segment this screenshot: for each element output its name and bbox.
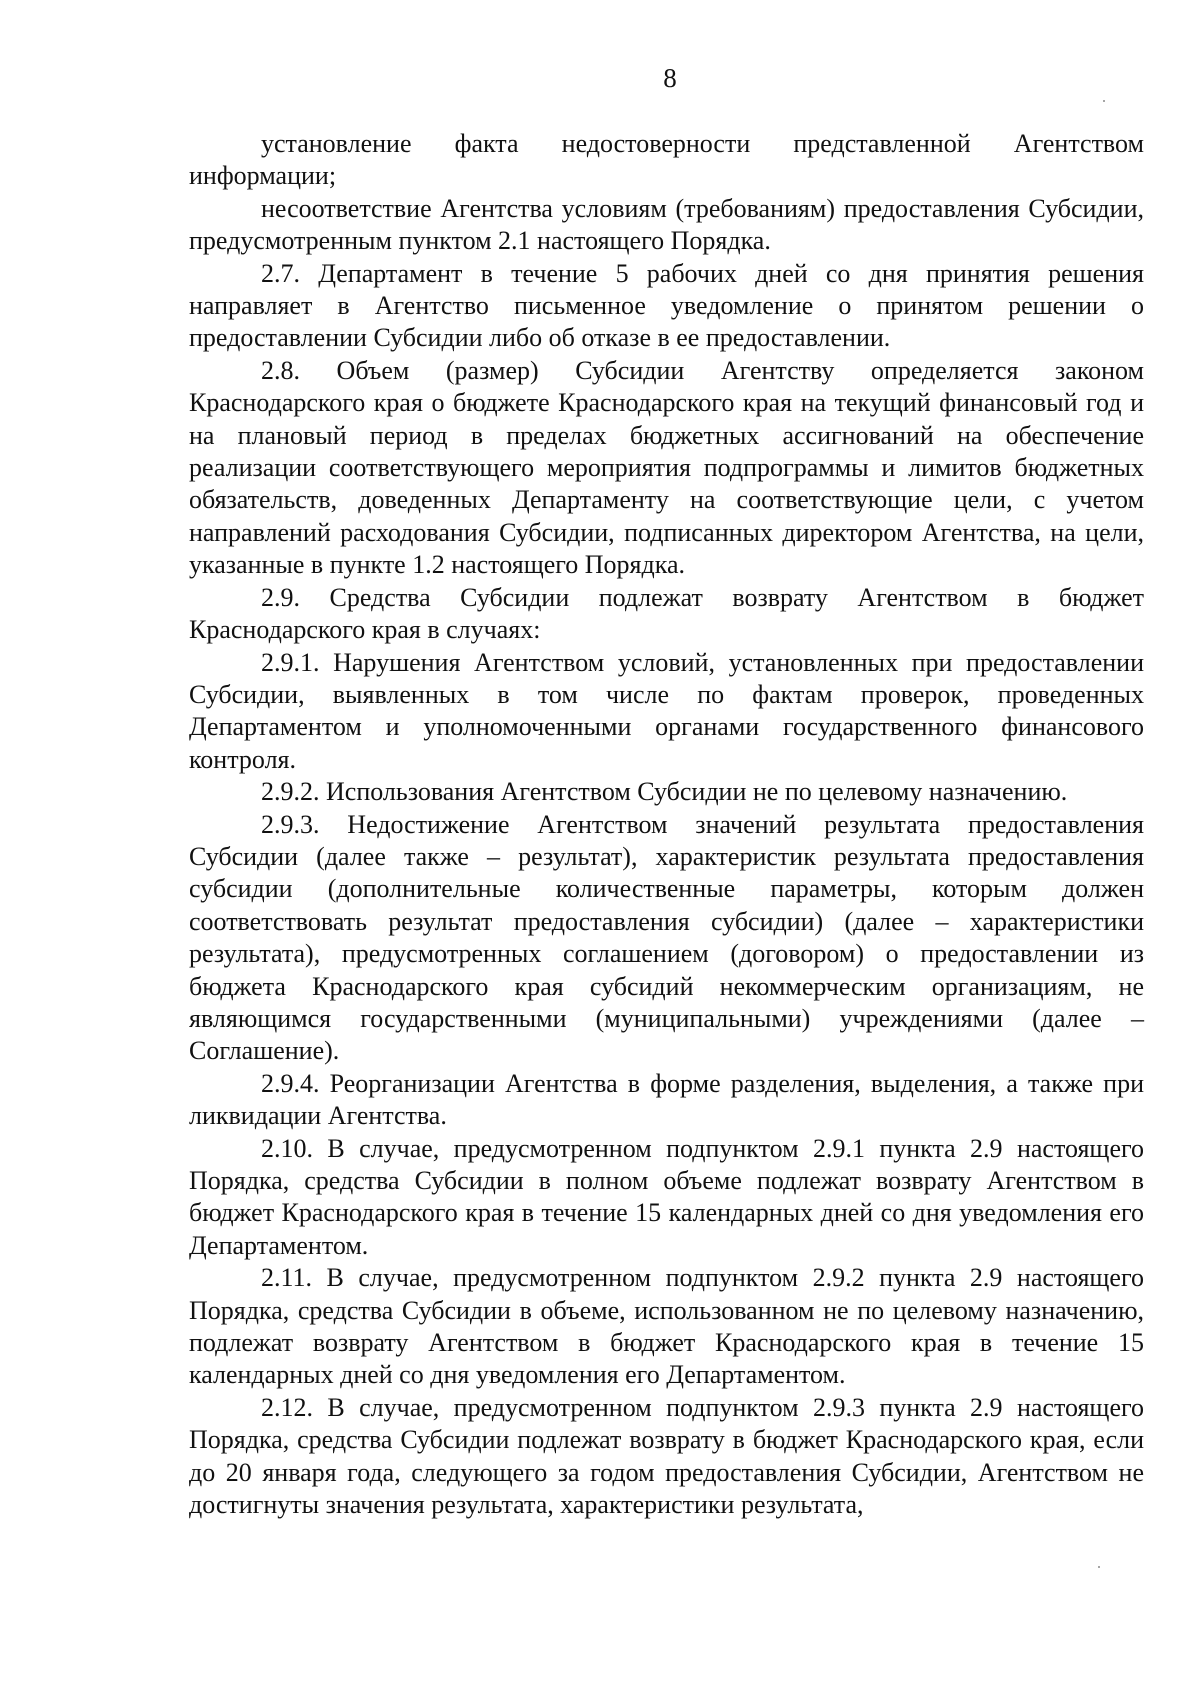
paragraph-2-9-4: 2.9.4. Реорганизации Агентства в форме разделения, выделения, а также при ликвидации Агентства.: [189, 1068, 1144, 1131]
paragraph-2-11: 2.11. В случае, предусмотренном подпунктом 2.9.2 пункта 2.9 настоящего Порядка, средства Субсидии в объеме, использованном не по целевому назначению, подлежат возврату Агентством в бюджет Краснодарского края в течение 15 календарных дней со дня уведомления его Департаментом.: [189, 1263, 1144, 1390]
scan-speck: [1103, 100, 1105, 102]
paragraph: установление факта недостоверности представленной Агентством информации;: [189, 129, 1144, 191]
paragraph-2-8: 2.8. Объем (размер) Субсидии Агентству определяется законом Краснодарского края о бюджете Краснодарского края на текущий финансовый год и на плановый период в пределах бюджетных ассигнований на обеспечение реализации соответствующего мероприятия подпрограммы и лимитов бюджетных обязательств, доведенных Департаменту на соответствующие цели, с учетом направлений расходования Субсидии, подписанных директором Агентства, на цели, указанные в пункте 1.2 настоящего Порядка.: [189, 355, 1144, 580]
paragraph-2-10: 2.10. В случае, предусмотренном подпунктом 2.9.1 пункта 2.9 настоящего Порядка, средства Субсидии в полном объеме подлежат возврату Агентством в бюджет Краснодарского края в течение 15 календарных дней со дня уведомления его Департаментом.: [189, 1133, 1144, 1260]
paragraph-2-7: 2.7. Департамент в течение 5 рабочих дней со дня принятия решения направляет в Агентство письменное уведомление о принятом решении о предоставлении Субсидии либо об отказе в ее предоставлении.: [189, 258, 1144, 353]
paragraph-2-12: 2.12. В случае, предусмотренном подпунктом 2.9.3 пункта 2.9 настоящего Порядка, средства Субсидии подлежат возврату в бюджет Краснодарского края, если до 20 января года, следующего за годом предоставления Субсидии, Агентством не достигнуты значения результата, характеристики результата,: [189, 1392, 1144, 1520]
paragraph-2-9-2: 2.9.2. Использования Агентством Субсидии не по целевому назначению.: [261, 777, 1068, 807]
paragraph: несоответствие Агентства условиям (требованиям) предоставления Субсидии, предусмотренным пунктом 2.1 настоящего Порядка.: [189, 193, 1144, 256]
paragraph-2-9-3: 2.9.3. Недостижение Агентством значений результата предоставления Субсидии (далее также – результат), характеристик результата предоставления субсидии (дополнительные количественные параметры, которым должен соответствовать результат предоставления субсидии) (далее – характеристики результата), предусмотренных соглашением (договором) о предоставлении из бюджета Краснодарского края субсидий некоммерческим организациям, не являющимся государственными (муниципальными) учреждениями (далее – Соглашение).: [189, 809, 1144, 1066]
document-body: [189, 128, 1144, 1521]
scan-speck: [1098, 1566, 1100, 1568]
paragraph-2-9-1: 2.9.1. Нарушения Агентством условий, установленных при предоставлении Субсидии, выявленных в том числе по фактам проверок, проведенных Департаментом и уполномоченными органами государственного финансового контроля.: [189, 647, 1144, 774]
page-number: 8: [663, 63, 677, 93]
paragraph-2-9: 2.9. Средства Субсидии подлежат возврату Агентством в бюджет Краснодарского края в случаях:: [189, 582, 1144, 645]
